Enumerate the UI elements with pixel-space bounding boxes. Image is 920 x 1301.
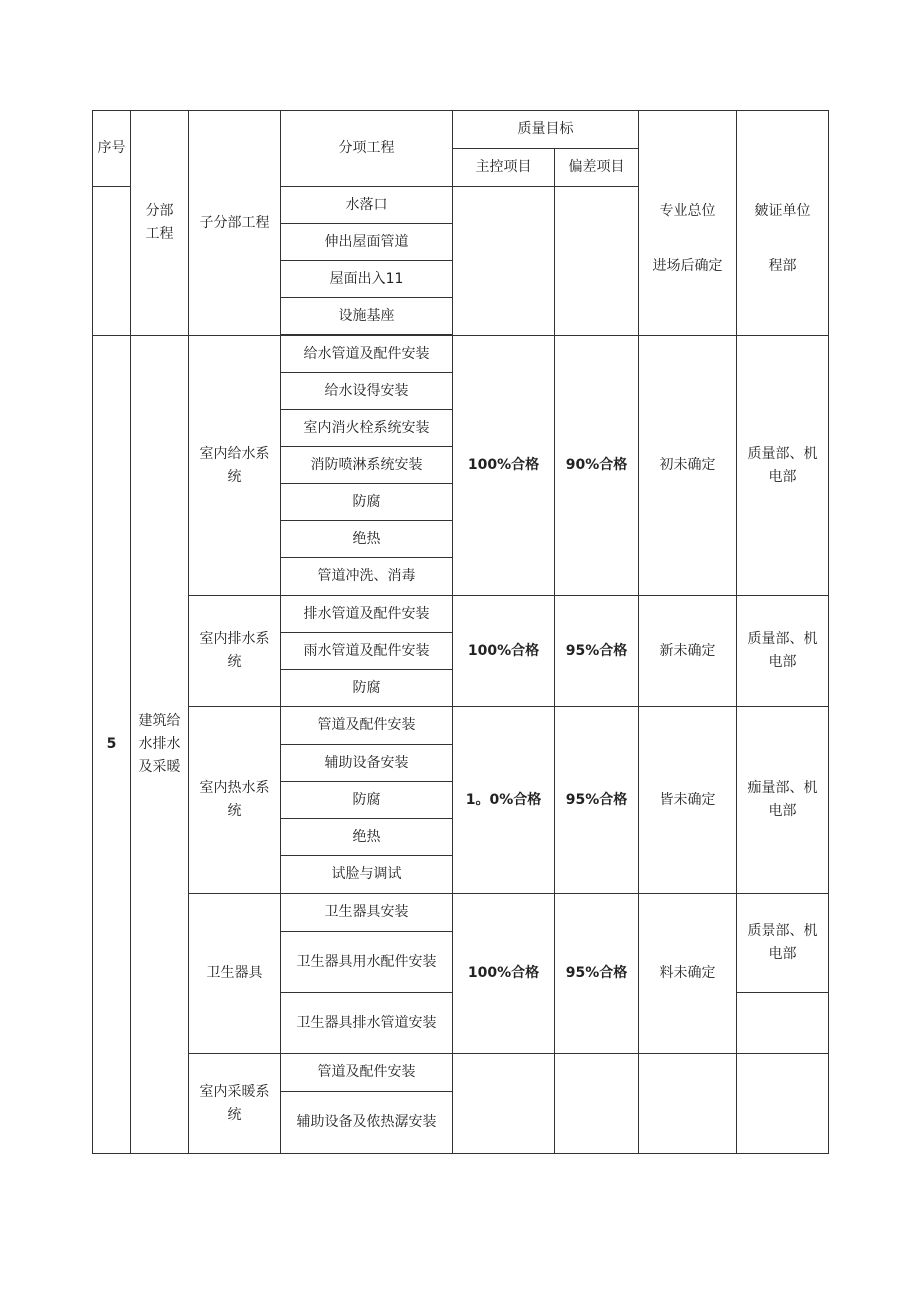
- header-specialty-note: 进场后确定: [652, 258, 723, 274]
- verify-line1: 质量部、机: [747, 445, 818, 462]
- header-seq: 序号: [93, 111, 131, 187]
- group-name-line2: 统: [227, 468, 242, 485]
- main-control-cell: 100%合格: [453, 894, 555, 1054]
- item-cell: 设施基座: [281, 298, 453, 335]
- item-cell: 卫生器具排水管道安装: [281, 993, 453, 1054]
- group-name: [189, 336, 281, 596]
- item-cell: 伸出屋面管道: [281, 224, 453, 261]
- deviation-cell-roof: [555, 187, 639, 336]
- item-cell: 雨水管道及配件安装: [281, 633, 453, 670]
- item-cell: 防腐: [281, 484, 453, 521]
- verify-cell: [737, 707, 829, 894]
- item-cell: 试脸与调试: [281, 856, 453, 894]
- header-verify-title: 皴证单位: [754, 203, 811, 219]
- verify-line1: 质量部、机: [747, 631, 818, 647]
- main-control-cell: 100%合格: [453, 336, 555, 596]
- section-division-line3: 及采暖: [138, 759, 181, 775]
- header-division: [131, 111, 189, 336]
- header-division-line1: 分部: [145, 203, 174, 219]
- deviation-cell: 95%合格: [555, 894, 639, 1054]
- verify-cell: [737, 894, 829, 993]
- seq-cell-roof: [93, 187, 131, 336]
- group-name-line1: 室内采暖系: [199, 1083, 270, 1100]
- verify-line1: 质景部、机: [747, 923, 818, 939]
- deviation-cell-empty: [555, 1054, 639, 1154]
- item-cell: 卫生器具安装: [281, 894, 453, 932]
- item-cell: 管道及配件安装: [281, 707, 453, 745]
- item-cell: 排水管道及配件安装: [281, 596, 453, 633]
- group-name-line1: 室内给水系: [199, 445, 270, 462]
- group-name-line1: 室内排水系: [199, 631, 270, 647]
- section-division-line2: 水排水: [138, 736, 181, 752]
- specialty-cell: 新未确定: [639, 596, 737, 707]
- verify-cell-empty: [737, 993, 829, 1054]
- verify-cell: [737, 596, 829, 707]
- header-verify: [737, 111, 829, 336]
- header-main-control: 主控项目: [453, 149, 555, 187]
- header-quality-target: 质量目标: [453, 111, 639, 149]
- item-cell: 卫生器具用水配件安装: [281, 932, 453, 993]
- header-deviation: 偏差项目: [555, 149, 639, 187]
- header-specialty: [639, 111, 737, 336]
- item-cell: 辅助设备安装: [281, 745, 453, 782]
- item-cell: 消防喷淋系统安装: [281, 447, 453, 484]
- specialty-cell: 初未确定: [639, 336, 737, 596]
- verify-line2: 电部: [768, 654, 797, 670]
- group-name-line2: 统: [227, 1106, 242, 1123]
- item-cell: 管道冲洗、消毒: [281, 558, 453, 596]
- deviation-cell: 95%合格: [555, 596, 639, 707]
- header-sub-division: 子分部工程: [189, 111, 281, 336]
- item-cell: 绝热: [281, 819, 453, 856]
- item-cell: 绝热: [281, 521, 453, 558]
- item-cell: 给水管道及配件安装: [281, 336, 453, 373]
- item-cell: 屋面出入11: [281, 261, 453, 298]
- section-division-line1: 建筑给: [138, 713, 181, 729]
- group-name-line2: 统: [227, 654, 242, 670]
- verify-cell: [737, 336, 829, 596]
- item-cell: 辅助设备及侬热潺安装: [281, 1092, 453, 1154]
- header-item: 分项工程: [281, 111, 453, 187]
- group-name-line2: 统: [227, 803, 242, 819]
- group-name: [189, 707, 281, 894]
- group-name: [189, 596, 281, 707]
- section-seq: 5: [93, 336, 131, 1154]
- verify-cell-empty: [737, 1054, 829, 1154]
- group-name: [189, 1054, 281, 1154]
- item-cell: 给水设得安装: [281, 373, 453, 410]
- main-control-cell: 1。0%合格: [453, 707, 555, 894]
- main-control-cell: 100%合格: [453, 596, 555, 707]
- header-division-line2: 工程: [145, 226, 174, 242]
- specialty-cell: 皆未确定: [639, 707, 737, 894]
- item-cell: 防腐: [281, 670, 453, 707]
- group-name: 卫生器具: [189, 894, 281, 1054]
- quality-target-table: [92, 110, 829, 1154]
- deviation-cell: 90%合格: [555, 336, 639, 596]
- item-cell: 室内消火栓系统安装: [281, 410, 453, 447]
- section-division: [131, 336, 189, 1154]
- item-cell: 水落口: [281, 187, 453, 224]
- item-cell: 管道及配件安装: [281, 1054, 453, 1092]
- verify-line1: 痂量部、机: [747, 780, 818, 796]
- specialty-cell: 料未确定: [639, 894, 737, 1054]
- group-name-line1: 室内热水系: [199, 780, 270, 796]
- header-verify-note: 程部: [768, 258, 797, 274]
- verify-line2: 电部: [768, 468, 797, 485]
- item-cell: 防腐: [281, 782, 453, 819]
- main-control-cell-empty: [453, 1054, 555, 1154]
- specialty-cell-empty: [639, 1054, 737, 1154]
- header-specialty-title: 专业总位: [659, 203, 716, 219]
- deviation-cell: 95%合格: [555, 707, 639, 894]
- verify-line2: 电部: [768, 946, 797, 962]
- verify-line2: 电部: [768, 803, 797, 819]
- main-control-cell-roof: [453, 187, 555, 336]
